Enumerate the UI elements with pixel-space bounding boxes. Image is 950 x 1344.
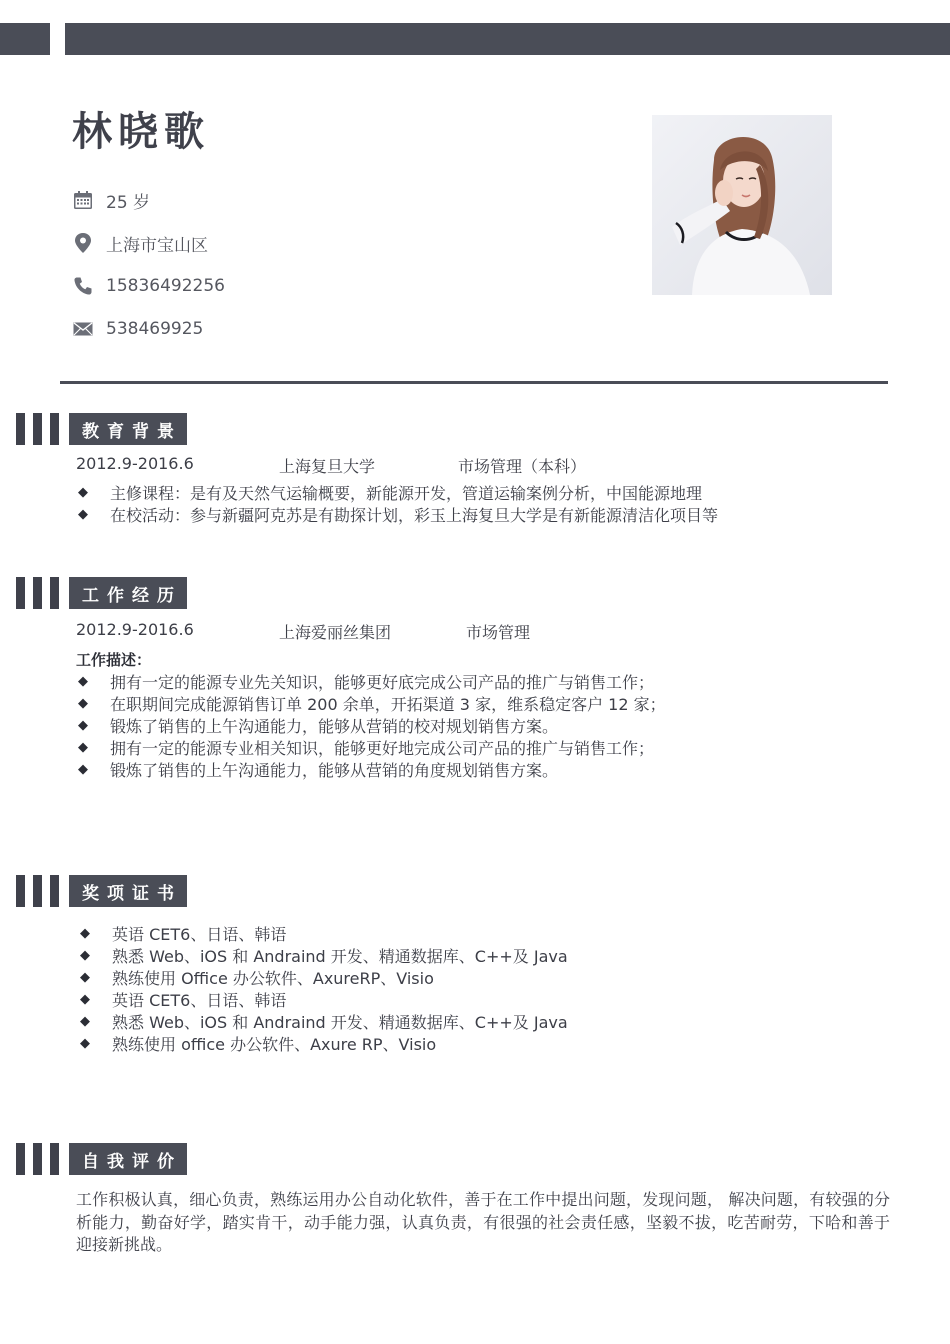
- education-school: 上海复旦大学: [279, 457, 376, 476]
- header-bar-left: [0, 23, 50, 55]
- list-item: ◆ 熟悉 Web、iOS 和 Andraind 开发、精通数据库、C++及 Java: [80, 947, 568, 966]
- awards-header: [16, 875, 187, 907]
- list-item: ◆ 锻炼了销售的上午沟通能力，能够从营销的校对规划销售方案。: [78, 717, 559, 736]
- info-phone: [72, 273, 225, 299]
- location-pin-icon: [72, 232, 94, 254]
- envelope-icon: [72, 318, 94, 340]
- work-company: 上海爱丽丝集团: [279, 623, 392, 642]
- work-desc-label: 工作描述：: [76, 651, 152, 669]
- list-item: ◆ 英语 CET6、日语、韩语: [80, 991, 287, 1010]
- list-item: ◆ 英语 CET6、日语、韩语: [80, 925, 287, 944]
- header-bar-right: [65, 23, 950, 55]
- self-eval-text: 工作积极认真，细心负责，熟练运用办公自动化软件，善于在工作中提出问题，发现问题， 解决问题，有较强的分析能力，勤奋好学，踏实肯干，动手能力强，认真负责，有很强的社会责任感，坚毅不拔，吃苦耐劳，下哈和善于迎接新挑战。: [76, 1190, 890, 1254]
- self-eval-title: 自我评价: [69, 1143, 187, 1175]
- list-item: ◆ 拥有一定的能源专业先关知识，能够更好底完成公司产品的推广与销售工作；: [78, 673, 655, 692]
- list-item: ◆ 拥有一定的能源专业相关知识，能够更好地完成公司产品的推广与销售工作；: [78, 739, 655, 758]
- education-header: [16, 413, 187, 445]
- location-text: 上海市宝山区: [106, 235, 208, 256]
- work-position: 市场管理: [466, 623, 531, 642]
- info-age: [72, 187, 150, 213]
- education-period: 2012.9-2016.6: [76, 454, 194, 473]
- phone-icon: [72, 275, 94, 297]
- list-item: ◆ 熟悉 Web、iOS 和 Andraind 开发、精通数据库、C++及 Java: [80, 1013, 568, 1032]
- info-email: [72, 316, 203, 342]
- email-text: 538469925: [106, 319, 204, 339]
- profile-name: 林晓歌: [72, 109, 210, 155]
- list-item: ◆ 在职期间完成能源销售订单 200 余单，开拓渠道 3 家，维系稳定客户 12 家；: [78, 695, 666, 714]
- phone-text: 15836492256: [106, 276, 225, 296]
- list-item: ◆ 熟练使用 Office 办公软件、AxureRP、Visio: [80, 969, 434, 988]
- education-major: 市场管理（本科）: [458, 457, 587, 476]
- list-item: ◆ 锻炼了销售的上午沟通能力，能够从营销的角度规划销售方案。: [78, 761, 559, 780]
- work-header: [16, 577, 187, 609]
- self-eval-header: [16, 1143, 187, 1175]
- work-title: 工作经历: [69, 577, 187, 609]
- list-item: ◆ 主修课程：是有及天然气运输概要，新能源开发，管道运输案例分析，中国能源地理: [78, 484, 703, 503]
- work-period: 2012.9-2016.6: [76, 620, 194, 639]
- age-text: 25 岁: [106, 192, 151, 213]
- info-location: [72, 230, 208, 256]
- awards-title: 奖项证书: [69, 875, 187, 907]
- list-item: ◆ 在校活动：参与新疆阿克苏是有勘探计划，彩玉上海复旦大学是有新能源清洁化项目等: [78, 506, 719, 525]
- header-divider: [60, 381, 888, 384]
- calendar-icon: [72, 189, 94, 211]
- education-title: 教育背景: [69, 413, 187, 445]
- profile-photo: [652, 115, 832, 295]
- list-item: ◆ 熟练使用 office 办公软件、Axure RP、Visio: [80, 1035, 437, 1054]
